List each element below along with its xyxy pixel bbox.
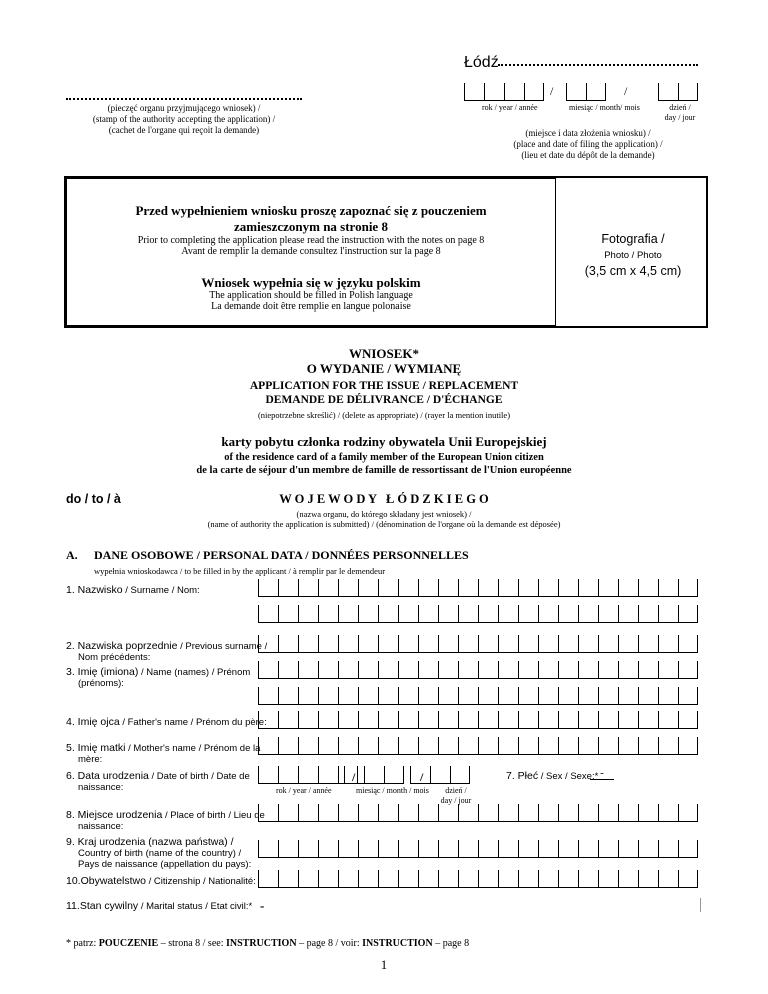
surname-boxes-row1[interactable] xyxy=(258,579,698,597)
addressee-to: do / to / à xyxy=(66,492,121,506)
place-date-caption: (miejsce i data złożenia wniosku) / (place and date of filing the application) / (lieu et date du dépôt de la demande) xyxy=(513,128,663,160)
surname-label: 1. Nazwisko / Surname / Nom: xyxy=(66,584,200,596)
birth-day-boxes[interactable] xyxy=(410,766,470,784)
father-name-boxes[interactable] xyxy=(258,711,698,729)
photo-subtitle: Photo / Photo xyxy=(604,250,662,261)
notice-language: Wniosek wypełnia się w języku polskim xyxy=(201,275,421,290)
filing-year-boxes[interactable] xyxy=(464,83,544,101)
date-separator: / xyxy=(352,770,356,784)
date-separator: / xyxy=(624,84,628,98)
stamp-caption: (pieczęć organu przyjmującego wniosek) / (stamp of the authority accepting the application) / (cachet de l'organe qui reçoit la demande) xyxy=(92,103,276,135)
birth-date-label: 6. Data urodzenia / Date of birth / Date de naissance: xyxy=(66,770,250,793)
mother-name-label: 5. Imię matki / Mother's name / Prénom de la mère: xyxy=(66,742,261,765)
notice-en: Prior to completing the application please read the instruction with the notes on page 8 xyxy=(137,235,485,246)
page-number: 1 xyxy=(380,957,388,972)
birth-country-label: 9. Kraj urodzenia (nazwa państwa) / Country of birth (name of the country) / Pays de naissance (appellation du pays): xyxy=(66,836,252,870)
city-name: Łódź xyxy=(464,54,499,71)
sex-field[interactable]: - xyxy=(590,767,614,780)
notice-box xyxy=(66,178,556,326)
filing-year-label: rok / year / année xyxy=(482,103,538,112)
section-a-letter: A. xyxy=(66,548,78,562)
previous-surname-boxes[interactable] xyxy=(258,635,698,653)
notice-language-en: The application should be filled in Polish language xyxy=(209,290,413,301)
field-divider xyxy=(700,898,701,912)
citizenship-label: 10.Obywatelstwo / Citizenship / Nationalité: xyxy=(66,875,256,887)
birth-place-label: 8. Miejsce urodzenia / Place of birth / Lieu de naissance: xyxy=(66,809,265,832)
date-separator: / xyxy=(550,84,554,98)
city-dotted-line xyxy=(498,64,698,66)
mother-name-boxes[interactable] xyxy=(258,737,698,755)
notice-fr: Avant de remplir la demande consultez l'instruction sur la page 8 xyxy=(181,246,441,257)
stamp-dotted-line xyxy=(66,98,302,100)
birth-year-label: rok / year / année xyxy=(276,786,332,795)
photo-area xyxy=(558,232,708,278)
previous-surname-label: 2. Nazwiska poprzednie / Previous surname / Nom précédents: xyxy=(66,640,268,663)
father-name-label: 4. Imię ojca / Father's name / Prénom du père: xyxy=(66,716,267,728)
name-boxes-row1[interactable] xyxy=(258,661,698,679)
application-title: WNIOSEK* O WYDANIE / WYMIANĘ APPLICATION FOR THE ISSUE / REPLACEMENT DEMANDE DE DÉLIVRANCE / D'ÉCHANGE (niepotrzebne skreślić) / (delete as appropriate) / (rayer la mention inutile) karty pobytu członka rodziny obywatela Unii Europejskiej of the residence card of a family member of the European Union citizen de la carte de séjour d'un membre de famille de ressortissant de l'Union européenne xyxy=(196,346,572,476)
section-a-title: DANE OSOBOWE / PERSONAL DATA / DONNÉES PERSONNELLES xyxy=(94,548,469,562)
filing-month-boxes[interactable] xyxy=(566,83,606,101)
footnote: * patrz: POUCZENIE – strona 8 / see: INSTRUCTION – page 8 / voir: INSTRUCTION – page 8 xyxy=(66,938,470,949)
notice-language-fr: La demande doit être remplie en langue polonaise xyxy=(211,301,411,312)
filing-day-boxes[interactable] xyxy=(658,83,698,101)
marital-status-field[interactable]: - xyxy=(260,898,265,913)
section-a-subtitle: wypełnia wnioskodawca / to be filled in by the applicant / à remplir par le demendeur xyxy=(94,566,386,576)
marital-status-label: 11.Stan cywilny / Marital status / Etat civil:* xyxy=(66,900,253,912)
birth-country-boxes[interactable] xyxy=(258,840,698,858)
filing-day-label: dzień / day / jour xyxy=(664,103,696,122)
surname-boxes-row2[interactable] xyxy=(258,605,698,623)
photo-title: Fotografia / xyxy=(601,232,665,246)
photo-size: (3,5 cm x 4,5 cm) xyxy=(584,264,682,278)
addressee-note: (nazwa organu, do którego składany jest wniosek) / (name of authority the application is submitted) / (dénomination de l'organe où la demande est déposée) xyxy=(207,509,561,529)
sex-label: 7. Płeć / Sex / Sexe:* xyxy=(506,770,599,782)
date-separator: / xyxy=(420,770,424,784)
birth-year-boxes[interactable] xyxy=(258,766,358,784)
birth-day-label: dzień / day / jour xyxy=(440,786,472,805)
birth-month-label: miesiąc / month / mois xyxy=(356,786,429,795)
filing-month-label: miesiąc / month/ mois xyxy=(569,103,640,112)
addressee-authority: W O J E W O D Y Ł Ó D Z K I E G O xyxy=(279,492,489,506)
citizenship-boxes[interactable] xyxy=(258,870,698,888)
birth-place-boxes[interactable] xyxy=(258,804,698,822)
name-label: 3. Imię (imiona) / Name (names) / Prénom (prénoms): xyxy=(66,666,251,689)
name-boxes-row2[interactable] xyxy=(258,687,698,705)
notice-title: Przed wypełnieniem wniosku proszę zapoznać się z pouczeniem zamieszczonym na stronie 8 xyxy=(135,203,487,234)
